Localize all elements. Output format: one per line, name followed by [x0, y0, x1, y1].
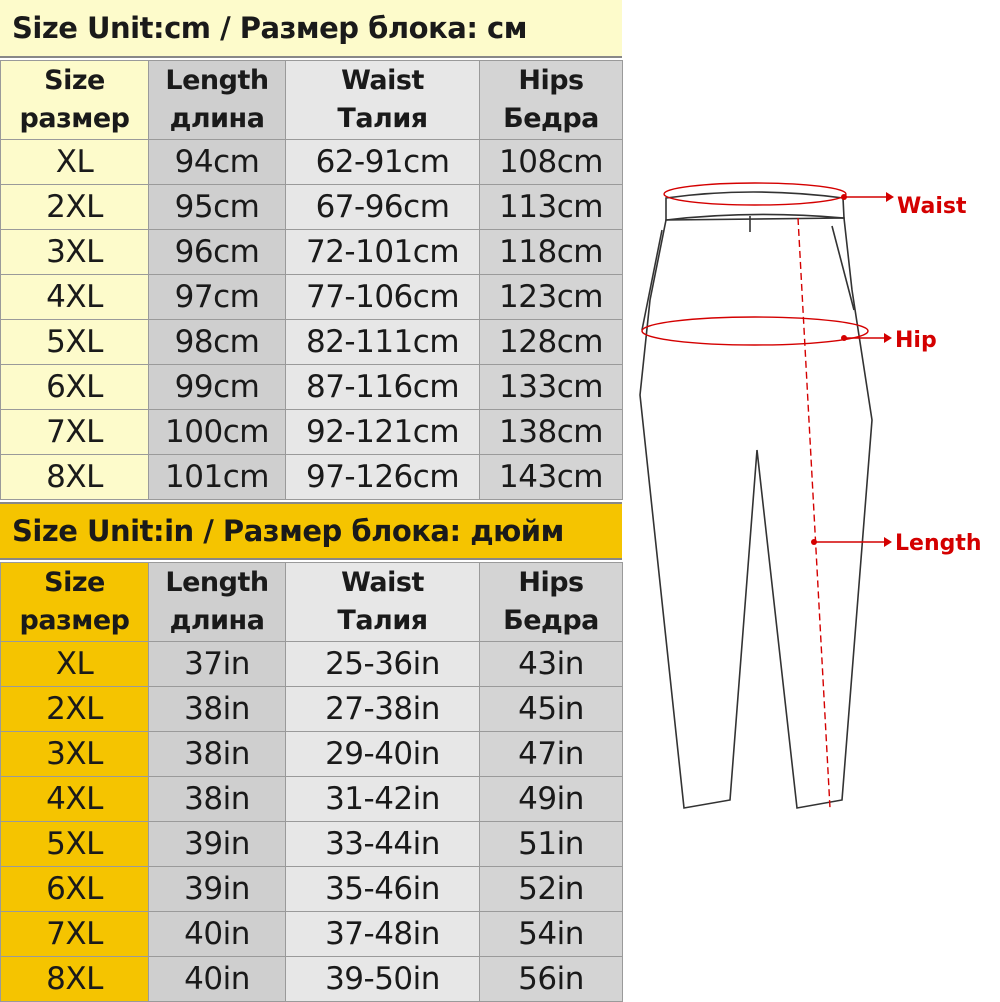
table-cell: 56in	[480, 957, 623, 1002]
table-cell: 138cm	[480, 410, 623, 455]
table-cell: 113cm	[480, 185, 623, 230]
table-cell: 45in	[480, 687, 623, 732]
table-row	[1, 642, 623, 687]
cm-table-body	[1, 61, 623, 500]
table-cell: 94cm	[149, 140, 286, 185]
cm-header-cell	[149, 61, 286, 140]
hip-measure-ellipse	[642, 317, 868, 345]
table-cell: 37in	[149, 642, 286, 687]
table-cell: 8XL	[1, 957, 149, 1002]
table-row	[1, 822, 623, 867]
table-cell: 133cm	[480, 365, 623, 410]
table-cell: 39-50in	[286, 957, 480, 1002]
table-row	[1, 275, 623, 320]
table-row	[1, 912, 623, 957]
table-row	[1, 410, 623, 455]
header-line1: Length	[165, 567, 269, 598]
table-cell: 40in	[149, 912, 286, 957]
table-cell: 143cm	[480, 455, 623, 500]
header-line1: Waist	[341, 65, 424, 96]
table-cell: 38in	[149, 777, 286, 822]
table-cell: 49in	[480, 777, 623, 822]
waist-measure-ellipse	[664, 183, 846, 205]
table-cell: 96cm	[149, 230, 286, 275]
table-cell: 38in	[149, 732, 286, 777]
table-cell: 82-111cm	[286, 320, 480, 365]
table-cell: 118cm	[480, 230, 623, 275]
header-line2: размер	[19, 103, 130, 134]
header-line2: Талия	[337, 103, 428, 134]
cm-header-cell	[286, 61, 480, 140]
cm-size-table	[0, 60, 623, 500]
pants-outline	[640, 192, 872, 808]
length-label: Length	[895, 531, 982, 556]
in-header-cell	[149, 563, 286, 642]
table-cell: 54in	[480, 912, 623, 957]
pants-illustration	[622, 0, 1000, 1000]
table-cell: 6XL	[1, 365, 149, 410]
table-cell: 4XL	[1, 777, 149, 822]
table-cell: 123cm	[480, 275, 623, 320]
table-cell: 39in	[149, 822, 286, 867]
table-cell: 29-40in	[286, 732, 480, 777]
table-cell: 35-46in	[286, 867, 480, 912]
table-cell: XL	[1, 642, 149, 687]
header-line1: Hips	[518, 65, 584, 96]
table-cell: 97-126cm	[286, 455, 480, 500]
table-cell: 8XL	[1, 455, 149, 500]
table-cell: 3XL	[1, 732, 149, 777]
cm-header-row	[1, 61, 623, 140]
in-header-cell	[480, 563, 623, 642]
in-table-body	[1, 563, 623, 1002]
table-cell: 5XL	[1, 320, 149, 365]
table-row	[1, 185, 623, 230]
header-line2: Талия	[337, 605, 428, 636]
pants-measurement-diagram	[622, 0, 1000, 1000]
table-cell: 95cm	[149, 185, 286, 230]
header-line1: Size	[44, 567, 105, 598]
length-measure-line	[798, 218, 830, 808]
hip-label: Hip	[895, 328, 937, 353]
table-cell: 92-121cm	[286, 410, 480, 455]
header-line2: размер	[19, 605, 130, 636]
header-line2: длина	[169, 103, 265, 134]
leader-lines	[814, 197, 886, 542]
table-cell: 99cm	[149, 365, 286, 410]
table-cell: XL	[1, 140, 149, 185]
table-row	[1, 957, 623, 1002]
table-cell: 67-96cm	[286, 185, 480, 230]
table-cell: 43in	[480, 642, 623, 687]
cm-header-cell	[1, 61, 149, 140]
table-cell: 7XL	[1, 912, 149, 957]
table-row	[1, 455, 623, 500]
table-row	[1, 230, 623, 275]
table-cell: 51in	[480, 822, 623, 867]
header-line1: Length	[165, 65, 269, 96]
leader-arrowheads	[811, 192, 894, 547]
in-header-cell	[286, 563, 480, 642]
table-cell: 72-101cm	[286, 230, 480, 275]
waist-label: Waist	[897, 194, 967, 219]
header-line1: Size	[44, 65, 105, 96]
table-cell: 87-116cm	[286, 365, 480, 410]
in-header-row	[1, 563, 623, 642]
table-row	[1, 320, 623, 365]
cm-header-cell	[480, 61, 623, 140]
table-cell: 98cm	[149, 320, 286, 365]
table-cell: 62-91cm	[286, 140, 480, 185]
table-cell: 6XL	[1, 867, 149, 912]
table-cell: 27-38in	[286, 687, 480, 732]
header-line2: Бедра	[503, 103, 599, 134]
table-cell: 25-36in	[286, 642, 480, 687]
table-cell: 33-44in	[286, 822, 480, 867]
header-line2: Бедра	[503, 605, 599, 636]
table-cell: 108cm	[480, 140, 623, 185]
table-cell: 38in	[149, 687, 286, 732]
table-cell: 47in	[480, 732, 623, 777]
table-cell: 31-42in	[286, 777, 480, 822]
table-cell: 97cm	[149, 275, 286, 320]
in-size-table	[0, 562, 623, 1002]
table-cell: 2XL	[1, 687, 149, 732]
in-header-cell	[1, 563, 149, 642]
table-cell: 77-106cm	[286, 275, 480, 320]
in-section-title: Size Unit:in / Размер блока: дюйм	[0, 502, 622, 560]
header-line1: Hips	[518, 567, 584, 598]
header-line1: Waist	[341, 567, 424, 598]
table-row	[1, 867, 623, 912]
table-row	[1, 687, 623, 732]
table-cell: 37-48in	[286, 912, 480, 957]
cm-section-title: Size Unit:cm / Размер блока: см	[0, 0, 622, 58]
table-row	[1, 777, 623, 822]
table-cell: 2XL	[1, 185, 149, 230]
table-cell: 40in	[149, 957, 286, 1002]
table-cell: 128cm	[480, 320, 623, 365]
table-row	[1, 140, 623, 185]
table-cell: 3XL	[1, 230, 149, 275]
table-cell: 4XL	[1, 275, 149, 320]
table-cell: 5XL	[1, 822, 149, 867]
table-cell: 39in	[149, 867, 286, 912]
table-cell: 100cm	[149, 410, 286, 455]
table-cell: 7XL	[1, 410, 149, 455]
header-line2: длина	[169, 605, 265, 636]
table-cell: 101cm	[149, 455, 286, 500]
table-row	[1, 732, 623, 777]
table-row	[1, 365, 623, 410]
table-cell: 52in	[480, 867, 623, 912]
